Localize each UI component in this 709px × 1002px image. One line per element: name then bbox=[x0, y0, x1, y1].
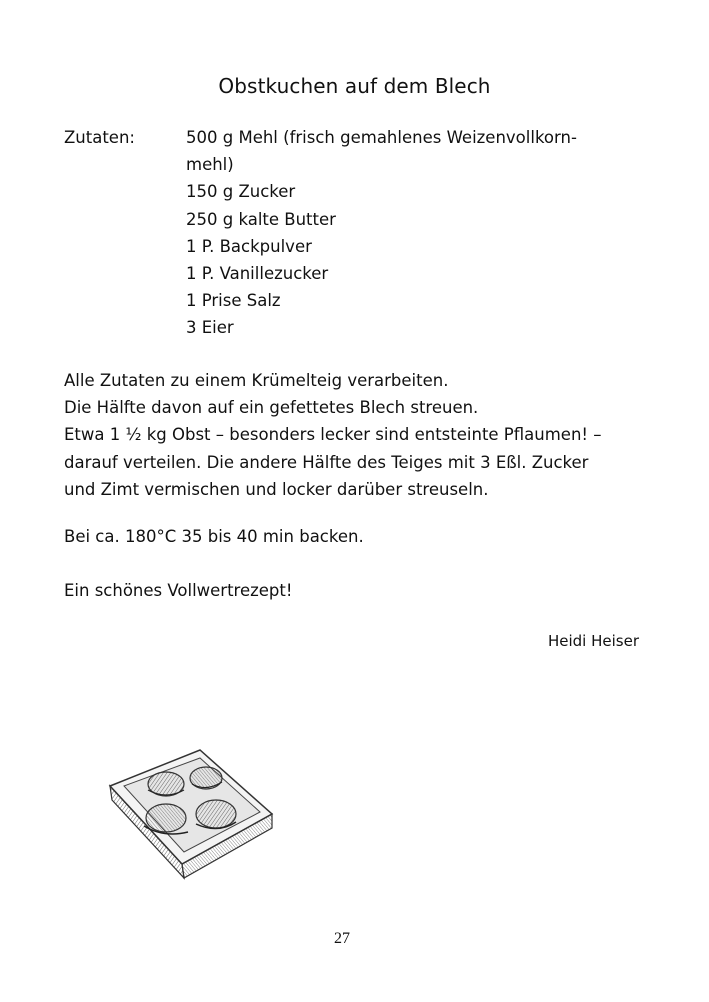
instruction-line: darauf verteilen. Die andere Hälfte des Teiges mit 3 Eßl. Zucker bbox=[64, 452, 589, 472]
ingredient-item: 1 Prise Salz bbox=[186, 291, 281, 311]
instruction-line: Alle Zutaten zu einem Krümelteig verarbeiten. bbox=[64, 371, 449, 390]
ingredient-item: 1 P. Backpulver bbox=[186, 236, 312, 256]
baking-instruction: Bei ca. 180°C 35 bis 40 min backen. bbox=[64, 527, 364, 546]
recipe-title: Obstkuchen auf dem Blech bbox=[218, 74, 491, 98]
ingredient-item: 3 Eier bbox=[186, 318, 234, 338]
author-name: Heidi Heiser bbox=[547, 632, 639, 650]
baking-tray-illustration bbox=[104, 742, 284, 882]
ingredient-item: 500 g Mehl (frisch gemahlenes Weizenvollkorn- bbox=[186, 128, 577, 147]
ingredient-item: 250 g kalte Butter bbox=[186, 209, 336, 229]
instruction-line: Die Hälfte davon auf ein gefettetes Blech streuen. bbox=[64, 398, 479, 418]
ingredient-item: 150 g Zucker bbox=[186, 182, 296, 202]
closing-remark: Ein schönes Vollwertrezept! bbox=[64, 581, 293, 600]
ingredients-list bbox=[186, 124, 656, 342]
instruction-line: und Zimt vermischen und locker darüber streuseln. bbox=[64, 479, 489, 499]
instruction-line: Etwa 1 ½ kg Obst – besonders lecker sind entsteinte Pflaumen! – bbox=[64, 425, 602, 445]
instructions-paragraph bbox=[64, 367, 664, 503]
ingredients-label: Zutaten: bbox=[64, 128, 135, 147]
page-number: 27 bbox=[334, 930, 350, 947]
ingredient-item: 1 P. Vanillezucker bbox=[186, 264, 329, 284]
ingredient-item: mehl) bbox=[186, 155, 234, 175]
